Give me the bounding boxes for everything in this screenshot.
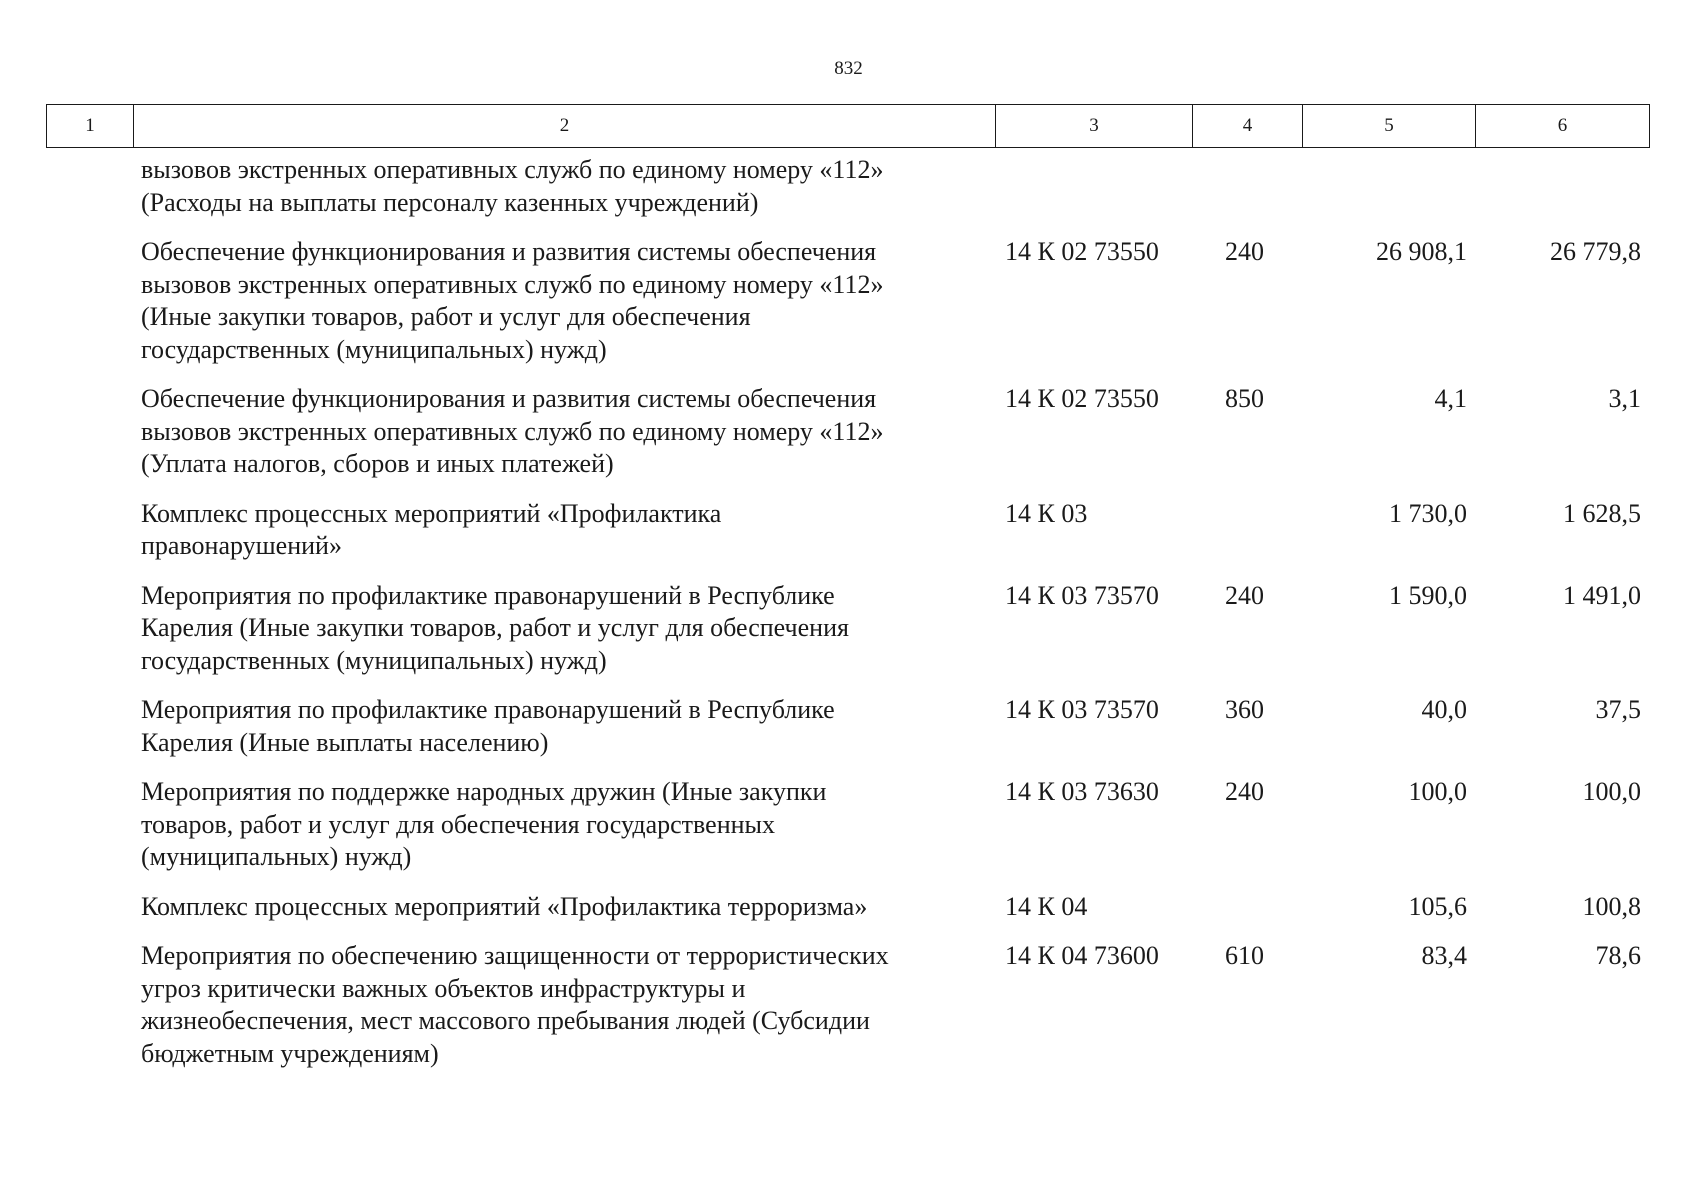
row-name: Мероприятия по поддержке народных дружин (Иные закупки товаров, работ и услуг для обеспечения государственных (муниципальных) нужд)	[141, 777, 827, 871]
row-value-col5: 105,6	[1408, 891, 1467, 921]
row-value-col6: 100,8	[1582, 891, 1641, 921]
row-code: 14 К 04 73600	[1005, 941, 1159, 970]
row-name: Мероприятия по профилактике правонарушений в Республике Карелия (Иные закупки товаров, работ и услуг для обеспечения государственных (муниципальных) нужд)	[141, 580, 849, 675]
row-value-col5: 1 590,0	[1389, 580, 1467, 610]
row-value-col5: 26 908,1	[1376, 237, 1467, 266]
row-value-col6: 78,6	[1595, 941, 1641, 970]
table-row	[46, 236, 1649, 383]
row-value-col6: 3,1	[1608, 384, 1641, 413]
table-row	[46, 580, 1649, 695]
row-value-col6: 1 628,5	[1563, 498, 1641, 528]
row-code: 14 К 03	[1005, 498, 1088, 528]
row-code: 14 К 03 73630	[1005, 777, 1159, 806]
header-cell-6: 6	[1476, 105, 1650, 148]
row-code: 14 К 02 73550	[1005, 384, 1159, 413]
row-name: вызовов экстренных оперативных служб по единому номеру «112» (Расходы на выплаты персоналу казенных учреждений)	[141, 155, 884, 217]
row-value-col6: 26 779,8	[1550, 237, 1641, 266]
row-code: 14 К 03 73570	[1005, 580, 1159, 610]
row-value-col5: 40,0	[1421, 695, 1467, 724]
column-header-row	[46, 104, 1650, 148]
table-row	[46, 694, 1649, 776]
row-code: 14 К 02 73550	[1005, 237, 1159, 266]
row-code: 14 К 04	[1005, 891, 1088, 921]
row-name: Комплекс процессных мероприятий «Профилактика правонарушений»	[141, 498, 722, 560]
row-vr: 360	[1225, 695, 1264, 724]
row-vr	[1192, 498, 1302, 580]
row-name: Обеспечение функционирования и развития системы обеспечения вызовов экстренных оперативных служб по единому номеру «112» (Уплата налогов, сборов и иных платежей)	[141, 384, 884, 478]
row-vr: 240	[1225, 580, 1264, 610]
table-row	[46, 498, 1649, 580]
row-value-col6: 100,0	[1582, 777, 1641, 806]
row-vr	[1192, 891, 1302, 941]
row-value-col5: 83,4	[1421, 941, 1467, 970]
header-cell-3: 3	[996, 105, 1193, 148]
header-cell-4: 4	[1193, 105, 1303, 148]
row-vr: 850	[1225, 384, 1264, 413]
row-value-col5: 1 730,0	[1389, 498, 1467, 528]
row-vr: 240	[1225, 237, 1264, 266]
row-value-col5: 100,0	[1408, 777, 1467, 806]
row-value-col5	[1302, 154, 1475, 236]
row-name: Обеспечение функционирования и развития системы обеспечения вызовов экстренных оперативных служб по единому номеру «112» (Иные закупки товаров, работ и услуг для обеспечения государственных (муниципальных) нужд)	[141, 237, 884, 364]
row-name: Мероприятия по обеспечению защищенности от террористических угроз критически важных объектов инфраструктуры и жизнеобеспечения, мест массового пребывания людей (Субсидии бюджетным учреждениям)	[141, 941, 889, 1068]
header-cell-2: 2	[134, 105, 996, 148]
row-code	[995, 154, 1192, 236]
row-name: Комплекс процессных мероприятий «Профилактика терроризма»	[141, 891, 868, 921]
budget-table	[46, 154, 1649, 1087]
table-row	[46, 383, 1649, 498]
row-value-col6	[1475, 154, 1649, 236]
table-row	[46, 154, 1649, 236]
page-number: 832	[834, 58, 863, 79]
table-row	[46, 891, 1649, 941]
table-row	[46, 940, 1649, 1087]
row-vr: 610	[1225, 941, 1264, 970]
row-name: Мероприятия по профилактике правонарушений в Республике Карелия (Иные выплаты населению)	[141, 695, 835, 757]
row-value-col6: 1 491,0	[1563, 580, 1641, 610]
row-code: 14 К 03 73570	[1005, 695, 1159, 724]
row-vr: 240	[1225, 777, 1264, 806]
table-row	[46, 776, 1649, 891]
row-value-col6: 37,5	[1595, 695, 1641, 724]
row-value-col5: 4,1	[1434, 384, 1467, 413]
header-cell-1: 1	[47, 105, 134, 148]
header-cell-5: 5	[1303, 105, 1476, 148]
row-vr	[1192, 154, 1302, 236]
